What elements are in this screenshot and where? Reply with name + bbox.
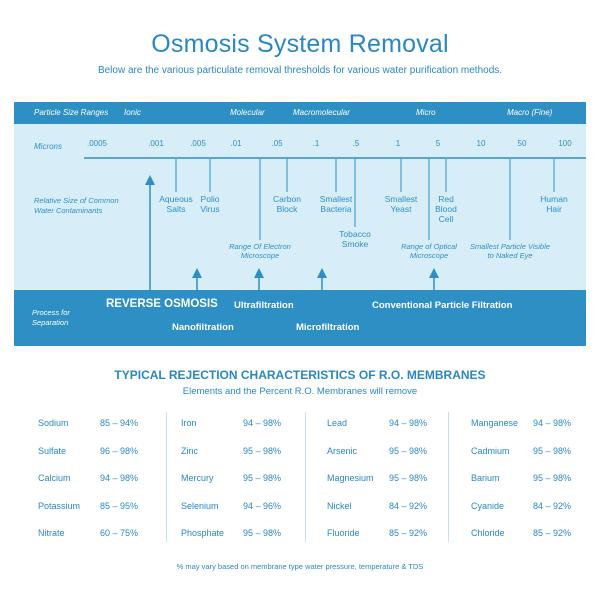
element-name: Arsenic — [327, 446, 358, 456]
range-molecular: Molecular — [230, 108, 265, 117]
rejection-row — [181, 501, 311, 515]
rejection-row — [181, 446, 311, 460]
rejection-row — [471, 528, 600, 542]
tick-005: .005 — [190, 139, 206, 148]
range-macro-fine: Macro (Fine) — [507, 108, 553, 117]
conventional-arrowhead — [429, 268, 439, 278]
element-percent: 94 – 98% — [100, 473, 139, 483]
element-name: Iron — [181, 418, 197, 428]
range-micro: Micro — [416, 108, 436, 117]
element-percent: 85 – 92% — [533, 528, 572, 538]
particle-size-chart — [14, 102, 586, 346]
element-percent: 95 – 98% — [243, 446, 282, 456]
element-name: Nickel — [327, 501, 352, 511]
footnote: % may vary based on membrane type water pressure, temperature & TDS — [176, 562, 424, 571]
contaminant-human-hair: Human Hair — [540, 194, 568, 214]
rejection-row — [181, 418, 311, 432]
element-percent: 95 – 98% — [533, 473, 572, 483]
ultrafiltration-arrowhead — [254, 268, 264, 278]
element-percent: 85 – 94% — [100, 418, 139, 428]
element-name: Fluoride — [327, 528, 360, 538]
element-name: Cadmium — [471, 446, 510, 456]
tick-0005: .0005 — [86, 139, 108, 148]
element-percent: 96 – 98% — [100, 446, 139, 456]
rejection-table — [38, 410, 578, 550]
element-name: Sulfate — [38, 446, 67, 456]
rejection-row — [327, 418, 457, 432]
nanofiltration-arrowhead — [192, 268, 202, 278]
rejection-subtitle: Elements and the Percent R.O. Membranes will remove — [182, 386, 418, 397]
element-name: Phosphate — [181, 528, 225, 538]
element-name: Zinc — [181, 446, 199, 456]
microns-label: Microns — [34, 142, 63, 151]
naked-eye-note: Smallest Particle Visible to Naked Eye — [470, 242, 550, 260]
tick-100: 100 — [558, 139, 572, 148]
tick-01: .01 — [230, 139, 242, 148]
tick-5: .5 — [352, 139, 360, 148]
element-percent: 95 – 98% — [243, 473, 282, 483]
rejection-row — [38, 418, 168, 432]
element-percent: 60 – 75% — [100, 528, 139, 538]
element-percent: 84 – 92% — [533, 501, 572, 511]
element-percent: 95 – 98% — [389, 446, 428, 456]
rejection-row — [327, 473, 457, 487]
element-name: Calcium — [38, 473, 71, 483]
rejection-column — [181, 410, 316, 550]
element-percent: 85 – 92% — [389, 528, 428, 538]
element-percent: 95 – 98% — [533, 446, 572, 456]
element-percent: 94 – 98% — [243, 418, 282, 428]
element-percent: 85 – 95% — [100, 501, 139, 511]
element-name: Manganese — [471, 418, 519, 428]
rejection-row — [471, 501, 600, 515]
tick-1: .1 — [312, 139, 320, 148]
tick-10: 10 — [476, 139, 486, 148]
microfiltration-arrowhead — [317, 268, 327, 278]
rejection-row — [181, 528, 311, 542]
contaminant-carbon-block: Carbon Block — [273, 194, 301, 214]
element-percent: 94 – 98% — [389, 418, 428, 428]
rejection-row — [471, 418, 600, 432]
process-reverse-osmosis: REVERSE OSMOSIS — [106, 298, 218, 310]
element-percent: 94 – 96% — [243, 501, 282, 511]
element-percent: 94 – 98% — [533, 418, 572, 428]
contaminant-polio-virus: Polio Virus — [200, 194, 220, 214]
contaminant-red-blood-cell: Red Blood Cell — [435, 194, 457, 224]
contaminant-smallest-bacteria: Smallest Bacteria — [319, 194, 353, 214]
element-name: Chloride — [471, 528, 505, 538]
rejection-row — [471, 446, 600, 460]
element-name: Lead — [327, 418, 348, 428]
rejection-row — [38, 446, 168, 460]
tick-5-micron: 5 — [435, 139, 441, 148]
tick-1-micron: 1 — [395, 139, 401, 148]
element-name: Potassium — [38, 501, 81, 511]
rejection-row — [327, 528, 457, 542]
range-ionic: Ionic — [124, 108, 141, 117]
element-name: Selenium — [181, 501, 219, 511]
tick-50: 50 — [517, 139, 527, 148]
element-percent: 84 – 92% — [389, 501, 428, 511]
size-ranges-heading: Particle Size Ranges — [34, 108, 109, 117]
process-nanofiltration: Nanofiltration — [172, 322, 234, 333]
element-name: Mercury — [181, 473, 214, 483]
rejection-row — [327, 501, 457, 515]
element-name: Sodium — [38, 418, 69, 428]
rejection-row — [327, 446, 457, 460]
tick-05: .05 — [271, 139, 283, 148]
element-name: Nitrate — [38, 528, 65, 538]
optical-microscope-note: Range of Optical Microscope — [401, 242, 457, 260]
reverse-osmosis-arrowhead — [145, 175, 155, 185]
range-macromolecular: Macromolecular — [293, 108, 350, 117]
page-subtitle: Below are the various particulate removal thresholds for various water purification methods. — [97, 65, 503, 76]
process-band — [14, 290, 586, 346]
contaminant-aqueous-salts: Aqueous Salts — [159, 194, 193, 214]
contaminant-tobacco-smoke: Tobacco Smoke — [339, 229, 371, 249]
element-percent: 95 – 98% — [389, 473, 428, 483]
rejection-column — [327, 410, 462, 550]
rejection-row — [38, 528, 168, 542]
process-ultrafiltration: Ultrafiltration — [234, 300, 294, 311]
rejection-row — [38, 501, 168, 515]
element-name: Cyanide — [471, 501, 505, 511]
rejection-title: TYPICAL REJECTION CHARACTERISTICS OF R.O. MEMBRANES — [114, 368, 486, 382]
rejection-row — [181, 473, 311, 487]
tick-001: .001 — [148, 139, 164, 148]
element-name: Barium — [471, 473, 500, 483]
rejection-column — [471, 410, 600, 550]
element-percent: 95 – 98% — [243, 528, 282, 538]
element-name: Magnesium — [327, 473, 374, 483]
page-title: Osmosis System Removal — [151, 30, 449, 58]
process-microfiltration: Microfiltration — [296, 322, 360, 333]
contaminant-smallest-yeast: Smallest Yeast — [384, 194, 418, 214]
rejection-row — [38, 473, 168, 487]
electron-microscope-note: Range Of Electron Microscope — [229, 242, 291, 260]
rejection-row — [471, 473, 600, 487]
relative-size-label: Relative Size of Common Water Contaminants — [34, 196, 119, 215]
process-conventional-filtration: Conventional Particle Filtration — [372, 300, 513, 311]
process-label: Process for Separation — [32, 308, 70, 327]
rejection-column — [38, 410, 173, 550]
